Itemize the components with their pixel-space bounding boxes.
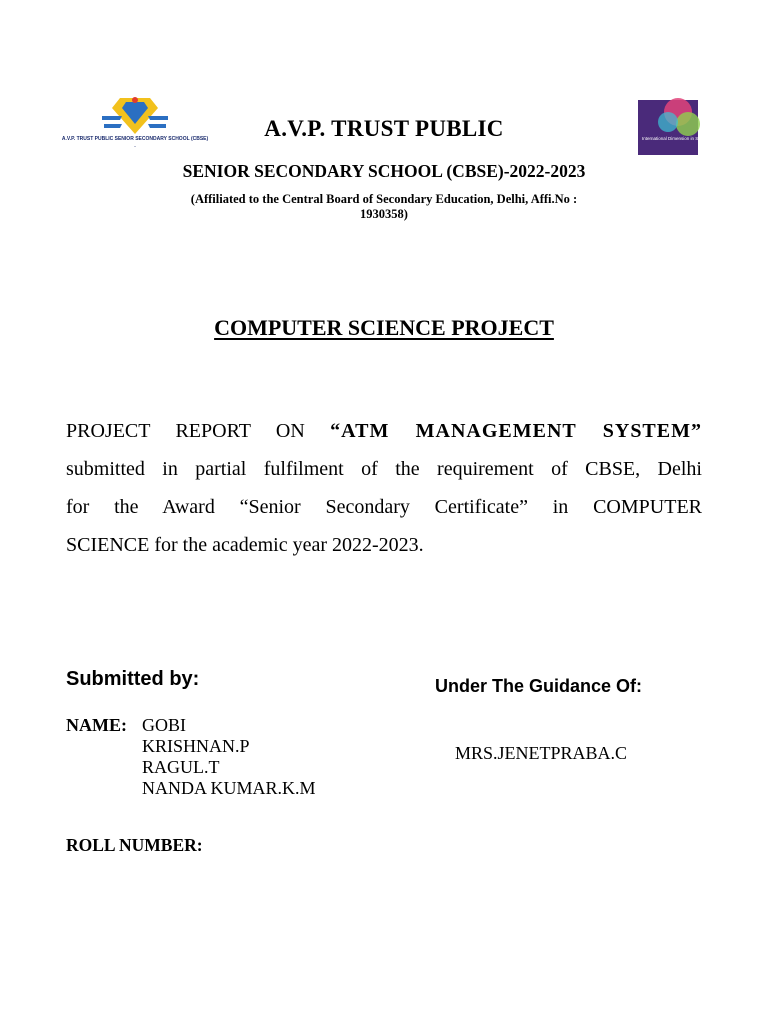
- name-label: NAME:: [66, 715, 127, 735]
- submitted-by-label: Submitted by:: [66, 668, 200, 690]
- student-name: GOBI: [142, 715, 186, 735]
- report-topic: “ATM MANAGEMENT SYSTEM”: [330, 420, 702, 442]
- affiliation-line-1: (Affiliated to the Central Board of Secondary Education, Delhi, Affi.No :: [190, 192, 578, 206]
- student-name: RAGUL.T: [142, 757, 220, 777]
- project-title: COMPUTER SCIENCE PROJECT: [214, 315, 554, 340]
- report-line-4: SCIENCE for the academic year 2022-2023.: [66, 534, 424, 556]
- school-subtitle: SENIOR SECONDARY SCHOOL (CBSE)-2022-2023: [182, 161, 586, 181]
- report-line-3: for the Award “Senior Secondary Certificate” in COMPUTER: [66, 496, 702, 518]
- report-lead: PROJECT REPORT ON: [66, 420, 331, 442]
- report-line-2: submitted in partial fulfilment of the requirement of CBSE, Delhi: [66, 458, 702, 480]
- roll-number-label: ROLL NUMBER:: [66, 835, 203, 855]
- school-name: A.V.P. TRUST PUBLIC: [264, 116, 504, 141]
- student-name: NANDA KUMAR.K.M: [142, 778, 316, 798]
- guide-name: MRS.JENETPRABA.C: [455, 743, 628, 763]
- student-name: KRISHNAN.P: [142, 736, 250, 756]
- svg-text:~: ~: [133, 144, 137, 149]
- report-line-1: [66, 412, 702, 450]
- badge-text: International Dimension in Schools 2019-22: [642, 136, 730, 141]
- affiliation: [0, 192, 768, 222]
- project-report-paragraph: [66, 412, 702, 564]
- guidance-label: Under The Guidance Of:: [435, 676, 643, 696]
- logo-left-text-line1: A.V.P. TRUST PUBLIC SENIOR SECONDARY SCHOOL (CBSE): [61, 136, 209, 142]
- student-names: [142, 715, 316, 799]
- affiliation-line-2: 1930358): [360, 207, 408, 221]
